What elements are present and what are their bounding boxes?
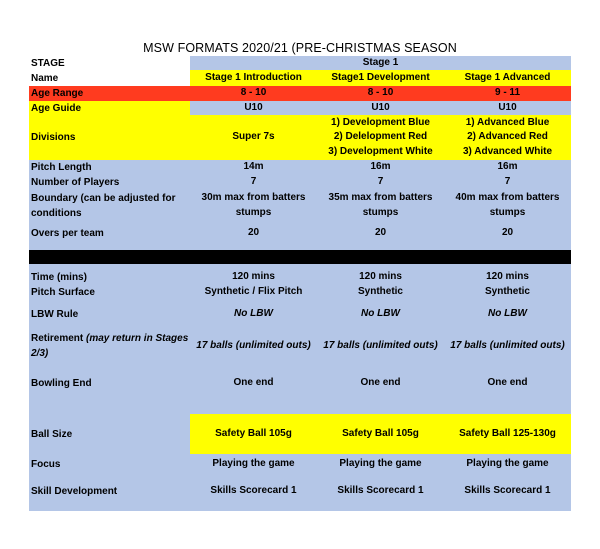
ball-cell-3: Safety Ball 125-130g <box>444 414 571 454</box>
boundary-line: stumps <box>362 206 399 218</box>
age-guide-cell-1: U10 <box>190 101 317 115</box>
table-row-surface <box>29 285 571 299</box>
age-range-cell-3: 9 - 11 <box>494 87 521 99</box>
retirement-label-italic: (may return in Stages <box>86 333 189 344</box>
divisions-cell-3 <box>444 115 571 160</box>
table-row-lbw <box>29 299 571 329</box>
row-label-players: Number of Players <box>31 176 120 188</box>
ball-cell-1: Safety Ball 105g <box>190 414 317 454</box>
age-range-cell-2: 8 - 10 <box>367 87 394 99</box>
name-cell-2: Stage1 Development <box>317 70 444 86</box>
row-label-retirement <box>29 329 190 363</box>
row-label-age-guide: Age Guide <box>29 101 190 115</box>
skill-cell-3: Skills Scorecard 1 <box>464 484 551 496</box>
division-item: 3) Advanced White <box>462 145 553 157</box>
row-label-skill: Skill Development <box>31 485 118 497</box>
table-row-skill <box>29 483 571 499</box>
boundary-line: stumps <box>235 206 272 218</box>
division-item: 1) Advanced Blue <box>465 116 550 128</box>
boundary-cell-1 <box>190 189 317 222</box>
table-row-bowling <box>29 363 571 403</box>
division-item: 3) Development White <box>328 145 433 157</box>
ball-cell-2: Safety Ball 105g <box>317 414 444 454</box>
time-cell-3: 120 mins <box>486 271 529 283</box>
surface-cell-3: Synthetic <box>484 285 530 297</box>
players-cell-2: 7 <box>377 175 384 187</box>
name-cell-1: Stage 1 Introduction <box>190 70 317 86</box>
row-label-divisions: Divisions <box>31 132 76 143</box>
boundary-line: 35m max from batters <box>328 192 433 203</box>
table-row-age-range <box>29 86 571 101</box>
table-row-players <box>29 175 571 189</box>
table-row-stage <box>29 56 571 70</box>
boundary-line: 40m max from batters <box>455 192 560 203</box>
division-item: Super 7s <box>232 131 275 143</box>
focus-cell-3: Playing the game <box>466 457 549 469</box>
time-cell-1: 120 mins <box>232 271 275 283</box>
table-row-overs <box>29 222 571 244</box>
boundary-cell-2 <box>317 189 444 222</box>
row-label-focus: Focus <box>31 458 61 470</box>
players-cell-3: 7 <box>504 175 511 187</box>
table-row-boundary <box>29 189 571 222</box>
age-range-cell-1: 8 - 10 <box>240 87 267 99</box>
boundary-cell-3 <box>444 189 571 222</box>
row-label-age-range: Age Range <box>31 88 84 99</box>
retirement-label-line1 <box>31 331 188 346</box>
name-cell-3: Stage 1 Advanced <box>444 70 571 86</box>
division-item: 2) Delelopment Red <box>333 131 428 143</box>
retirement-cell-3: 17 balls (unlimited outs) <box>450 339 565 351</box>
division-item: 2) Advanced Red <box>467 131 548 143</box>
focus-cell-2: Playing the game <box>339 457 422 469</box>
spacer <box>29 403 571 414</box>
players-cell-1: 7 <box>250 175 257 187</box>
time-cell-2: 120 mins <box>359 271 402 283</box>
row-label-surface: Pitch Surface <box>31 286 95 298</box>
pitch-length-cell-3: 16m <box>497 161 518 173</box>
boundary-label-line1: Boundary (can be adjusted for <box>31 192 176 204</box>
lbw-cell-1: No LBW <box>234 307 273 319</box>
stage-value: Stage 1 <box>190 56 571 70</box>
divisions-cell-1 <box>190 115 317 160</box>
lbw-cell-3: No LBW <box>488 307 527 319</box>
bowling-cell-2: One end <box>360 376 401 388</box>
spacer <box>29 499 571 511</box>
skill-cell-2: Skills Scorecard 1 <box>337 484 424 496</box>
boundary-label-line2: conditions <box>31 207 82 219</box>
focus-cell-1: Playing the game <box>212 457 295 469</box>
surface-cell-1: Synthetic / Flix Pitch <box>204 285 303 297</box>
row-label-lbw: LBW Rule <box>31 308 79 320</box>
row-label-pitch-length: Pitch Length <box>31 162 92 173</box>
row-label-stage: STAGE <box>31 57 65 69</box>
row-label-name: Name <box>31 72 59 84</box>
skill-cell-1: Skills Scorecard 1 <box>210 484 297 496</box>
pitch-length-cell-2: 16m <box>370 161 391 173</box>
row-label-ball: Ball Size <box>29 414 190 454</box>
section-match-format <box>29 160 571 250</box>
section-development <box>29 454 571 511</box>
boundary-line: 30m max from batters <box>201 192 306 203</box>
bowling-cell-3: One end <box>487 376 528 388</box>
retirement-cell-1: 17 balls (unlimited outs) <box>196 339 311 351</box>
table-row-focus <box>29 454 571 474</box>
row-label-bowling: Bowling End <box>31 377 92 389</box>
overs-cell-3: 20 <box>501 226 514 238</box>
table-row-retirement <box>29 329 571 363</box>
boundary-line: stumps <box>489 206 526 218</box>
table-row-time <box>29 270 571 285</box>
bowling-cell-1: One end <box>233 376 274 388</box>
retirement-label-line2: 2/3) <box>31 348 49 359</box>
row-label-overs: Overs per team <box>31 227 104 239</box>
page-title: MSW FORMATS 2020/21 (PRE-CHRISTMAS SEASON <box>143 41 457 55</box>
section-game-rules <box>29 264 571 414</box>
retirement-cell-2: 17 balls (unlimited outs) <box>323 339 438 351</box>
table-row-pitch-length <box>29 160 571 175</box>
formats-table <box>29 56 571 511</box>
lbw-cell-2: No LBW <box>361 307 400 319</box>
divisions-cell-2 <box>317 115 444 160</box>
surface-cell-2: Synthetic <box>357 285 403 297</box>
pitch-length-cell-1: 14m <box>243 161 264 173</box>
row-label-time: Time (mins) <box>31 272 87 283</box>
division-item: 1) Development Blue <box>331 116 430 128</box>
overs-cell-2: 20 <box>374 226 387 238</box>
age-guide-cell-2: U10 <box>317 101 444 115</box>
retirement-label-plain: Retirement <box>31 333 87 344</box>
section-divider <box>29 250 571 264</box>
table-row-divisions <box>29 115 571 160</box>
spacer <box>29 474 571 483</box>
row-label-boundary <box>29 189 190 222</box>
age-guide-cell-3: U10 <box>444 101 571 115</box>
table-row-name <box>29 70 571 86</box>
table-row-age-guide <box>29 101 571 115</box>
table-row-ball <box>29 414 571 454</box>
overs-cell-1: 20 <box>247 226 260 238</box>
